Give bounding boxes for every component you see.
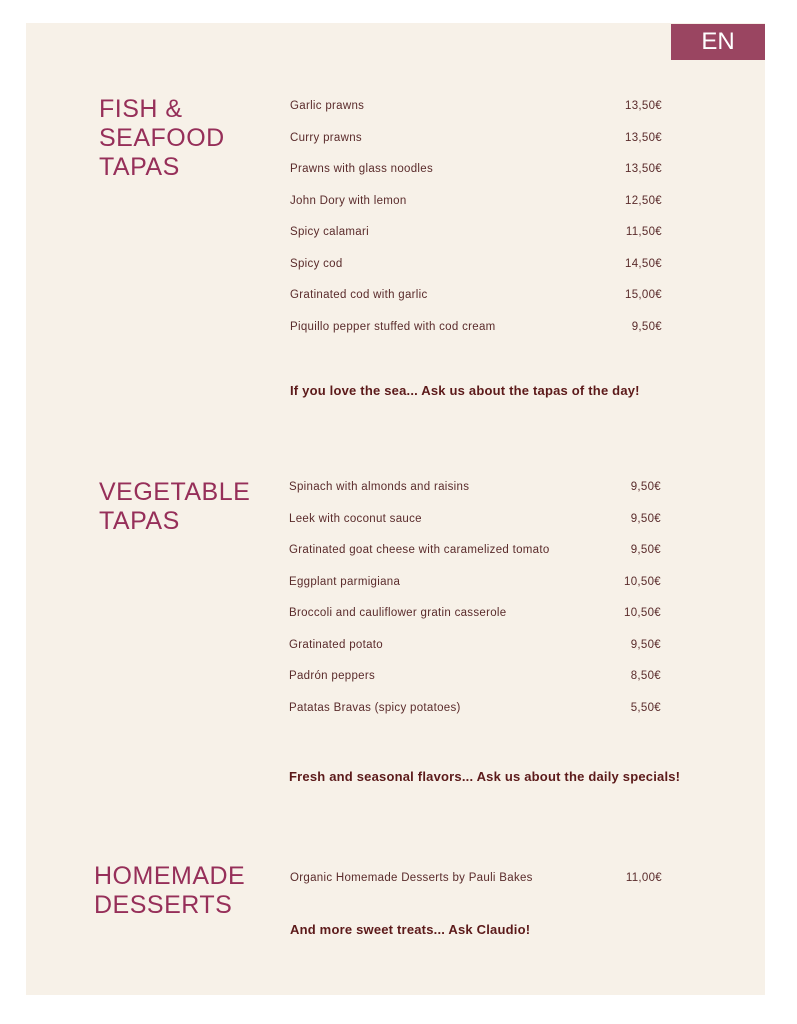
menu-item bbox=[290, 289, 662, 305]
section-title-line: DESSERTS bbox=[94, 891, 233, 919]
section-title bbox=[94, 862, 245, 920]
section-title-line: SEAFOOD bbox=[99, 124, 225, 152]
section-note: Fresh and seasonal flavors... Ask us about the daily specials! bbox=[289, 769, 681, 784]
menu-item bbox=[289, 607, 661, 623]
menu-item bbox=[289, 576, 661, 592]
item-price: 9,50€ bbox=[630, 544, 661, 556]
section-note: And more sweet treats... Ask Claudio! bbox=[290, 922, 531, 937]
item-price: 13,50€ bbox=[625, 163, 662, 175]
item-price: 9,50€ bbox=[631, 320, 662, 333]
item-name: Gratinated cod with garlic bbox=[290, 289, 428, 301]
menu-item bbox=[290, 258, 662, 274]
section-title bbox=[99, 478, 250, 536]
section-note: If you love the sea... Ask us about the tapas of the day! bbox=[290, 383, 640, 398]
item-price: 9,50€ bbox=[630, 481, 661, 493]
menu-item bbox=[290, 100, 662, 116]
language-button[interactable]: EN bbox=[671, 24, 765, 60]
item-name: Organic Homemade Desserts by Pauli Bakes bbox=[290, 872, 533, 884]
menu-item bbox=[290, 163, 662, 179]
item-name: Eggplant parmigiana bbox=[289, 575, 401, 588]
item-price: 15,00€ bbox=[625, 289, 662, 301]
menu-item bbox=[290, 195, 662, 211]
menu-item bbox=[290, 226, 662, 242]
item-name: Prawns with glass noodles bbox=[290, 163, 434, 175]
item-price: 10,50€ bbox=[624, 607, 661, 619]
item-name: Broccoli and cauliflower gratin casserole bbox=[289, 607, 507, 619]
menu-item bbox=[289, 513, 661, 529]
menu-item bbox=[289, 481, 661, 497]
item-name: Spicy calamari bbox=[290, 226, 369, 238]
section-title-line: TAPAS bbox=[99, 153, 180, 181]
item-name: Gratinated goat cheese with caramelized tomato bbox=[289, 544, 550, 556]
item-price: 13,50€ bbox=[625, 131, 662, 144]
item-name: Leek with coconut sauce bbox=[289, 512, 422, 525]
item-price: 11,00€ bbox=[625, 872, 662, 884]
section-title bbox=[99, 95, 225, 182]
item-price: 10,50€ bbox=[624, 575, 661, 588]
item-price: 9,50€ bbox=[630, 512, 661, 525]
item-name: Curry prawns bbox=[290, 131, 362, 144]
item-name: John Dory with lemon bbox=[290, 194, 407, 207]
menu-item bbox=[289, 544, 661, 560]
item-price: 8,50€ bbox=[630, 670, 661, 682]
menu-item bbox=[290, 321, 662, 337]
item-name: Piquillo pepper stuffed with cod cream bbox=[290, 320, 496, 333]
item-name: Gratinated potato bbox=[289, 638, 383, 651]
item-name: Spicy cod bbox=[290, 257, 343, 270]
menu-item bbox=[290, 132, 662, 148]
menu-item bbox=[289, 702, 661, 718]
item-price: 11,50€ bbox=[625, 226, 662, 238]
item-price: 14,50€ bbox=[625, 257, 662, 270]
section-title-line: FISH & bbox=[99, 95, 183, 123]
item-price: 5,50€ bbox=[630, 701, 661, 714]
menu-item bbox=[289, 670, 661, 686]
item-name: Spinach with almonds and raisins bbox=[289, 481, 470, 493]
item-name: Patatas Bravas (spicy potatoes) bbox=[289, 701, 461, 714]
item-price: 12,50€ bbox=[625, 194, 662, 207]
section-title-line: TAPAS bbox=[99, 507, 180, 535]
item-price: 13,50€ bbox=[625, 100, 662, 112]
item-name: Padrón peppers bbox=[289, 670, 376, 682]
item-price: 9,50€ bbox=[630, 638, 661, 651]
menu-item bbox=[290, 872, 662, 888]
section-title-line: VEGETABLE bbox=[99, 478, 251, 506]
menu-item bbox=[289, 639, 661, 655]
item-name: Garlic prawns bbox=[290, 100, 365, 112]
section-title-line: HOMEMADE bbox=[94, 862, 246, 890]
